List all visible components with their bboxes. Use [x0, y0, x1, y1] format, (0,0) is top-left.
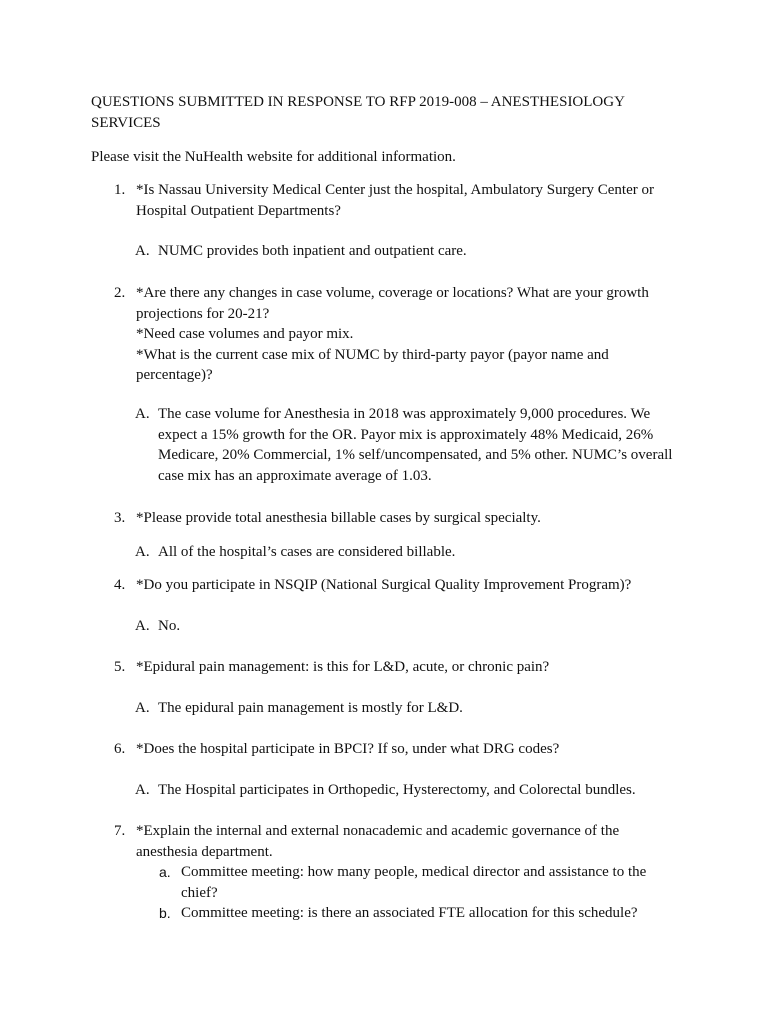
answer-4	[135, 616, 685, 637]
answer-letter: A.	[135, 406, 150, 422]
question-text: *Epidural pain management: is this for L&D, acute, or chronic pain?	[136, 659, 550, 675]
question-text: *Need case volumes and payor mix.	[136, 326, 354, 342]
answer-text: The epidural pain management is mostly for L&D.	[158, 700, 463, 716]
answer-1	[135, 241, 685, 262]
question-2	[114, 283, 684, 386]
subitem-letter: a.	[159, 864, 171, 880]
document-title	[91, 92, 671, 133]
question-text: anesthesia department.	[136, 843, 273, 860]
subitem-letter: b.	[159, 905, 171, 921]
question-text: Hospital Outpatient Departments?	[136, 202, 341, 219]
answer-text: The case volume for Anesthesia in 2018 was approximately 9,000 procedures. We	[158, 406, 651, 422]
question-text: *What is the current case mix of NUMC by third-party payor (payor name and	[136, 346, 609, 363]
answer-letter: A.	[135, 243, 150, 259]
answer-3	[135, 542, 685, 563]
answer-letter: A.	[135, 700, 150, 716]
question-number: 5.	[114, 659, 126, 675]
answer-text: No.	[158, 618, 181, 634]
question-number: 4.	[114, 577, 126, 593]
answer-2	[135, 404, 685, 486]
question-7	[114, 821, 684, 862]
question-number: 7.	[114, 823, 126, 839]
answer-text: expect a 15% growth for the OR. Payor mix is approximately 48% Medicaid, 26%	[158, 426, 654, 443]
title-line: SERVICES	[91, 114, 161, 131]
answer-letter: A.	[135, 782, 150, 798]
subitem-a	[159, 862, 679, 903]
answer-6	[135, 780, 685, 801]
answer-5	[135, 698, 685, 719]
subitem-text: Committee meeting: how many people, medical director and assistance to the	[181, 864, 647, 880]
answer-letter: A.	[135, 618, 150, 634]
question-text: *Does the hospital participate in BPCI? If so, under what DRG codes?	[136, 741, 560, 757]
question-number: 3.	[114, 510, 126, 526]
question-text: *Is Nassau University Medical Center just the hospital, Ambulatory Surgery Center or	[136, 182, 654, 198]
question-number: 6.	[114, 741, 126, 757]
question-6	[114, 739, 684, 760]
question-text: *Are there any changes in case volume, coverage or locations? What are your growth	[136, 285, 649, 301]
answer-text: case mix has an approximate average of 1.03.	[158, 467, 432, 484]
question-1	[114, 180, 684, 221]
question-text: *Do you participate in NSQIP (National Surgical Quality Improvement Program)?	[136, 577, 632, 593]
intro-text: Please visit the NuHealth website for additional information.	[91, 149, 456, 165]
question-5	[114, 657, 684, 678]
question-4	[114, 575, 684, 596]
answer-text: NUMC provides both inpatient and outpatient care.	[158, 243, 467, 259]
question-3	[114, 508, 684, 529]
question-number: 1.	[114, 182, 126, 198]
answer-text: The Hospital participates in Orthopedic, Hysterectomy, and Colorectal bundles.	[158, 782, 636, 798]
question-text: *Please provide total anesthesia billable cases by surgical specialty.	[136, 510, 541, 526]
subitem-b	[159, 903, 679, 924]
question-text: *Explain the internal and external nonacademic and academic governance of the	[136, 823, 620, 839]
answer-letter: A.	[135, 544, 150, 560]
answer-text: All of the hospital’s cases are considered billable.	[158, 544, 456, 560]
question-number: 2.	[114, 285, 126, 301]
subitem-text: Committee meeting: is there an associated FTE allocation for this schedule?	[181, 905, 638, 921]
title-line: QUESTIONS SUBMITTED IN RESPONSE TO RFP 2019-008 – ANESTHESIOLOGY	[91, 94, 625, 110]
question-text: percentage)?	[136, 367, 213, 383]
answer-text: Medicare, 20% Commercial, 1% self/uncompensated, and 5% other. NUMC’s overall	[158, 447, 673, 463]
question-text: projections for 20-21?	[136, 305, 270, 322]
subitem-text: chief?	[181, 884, 218, 901]
